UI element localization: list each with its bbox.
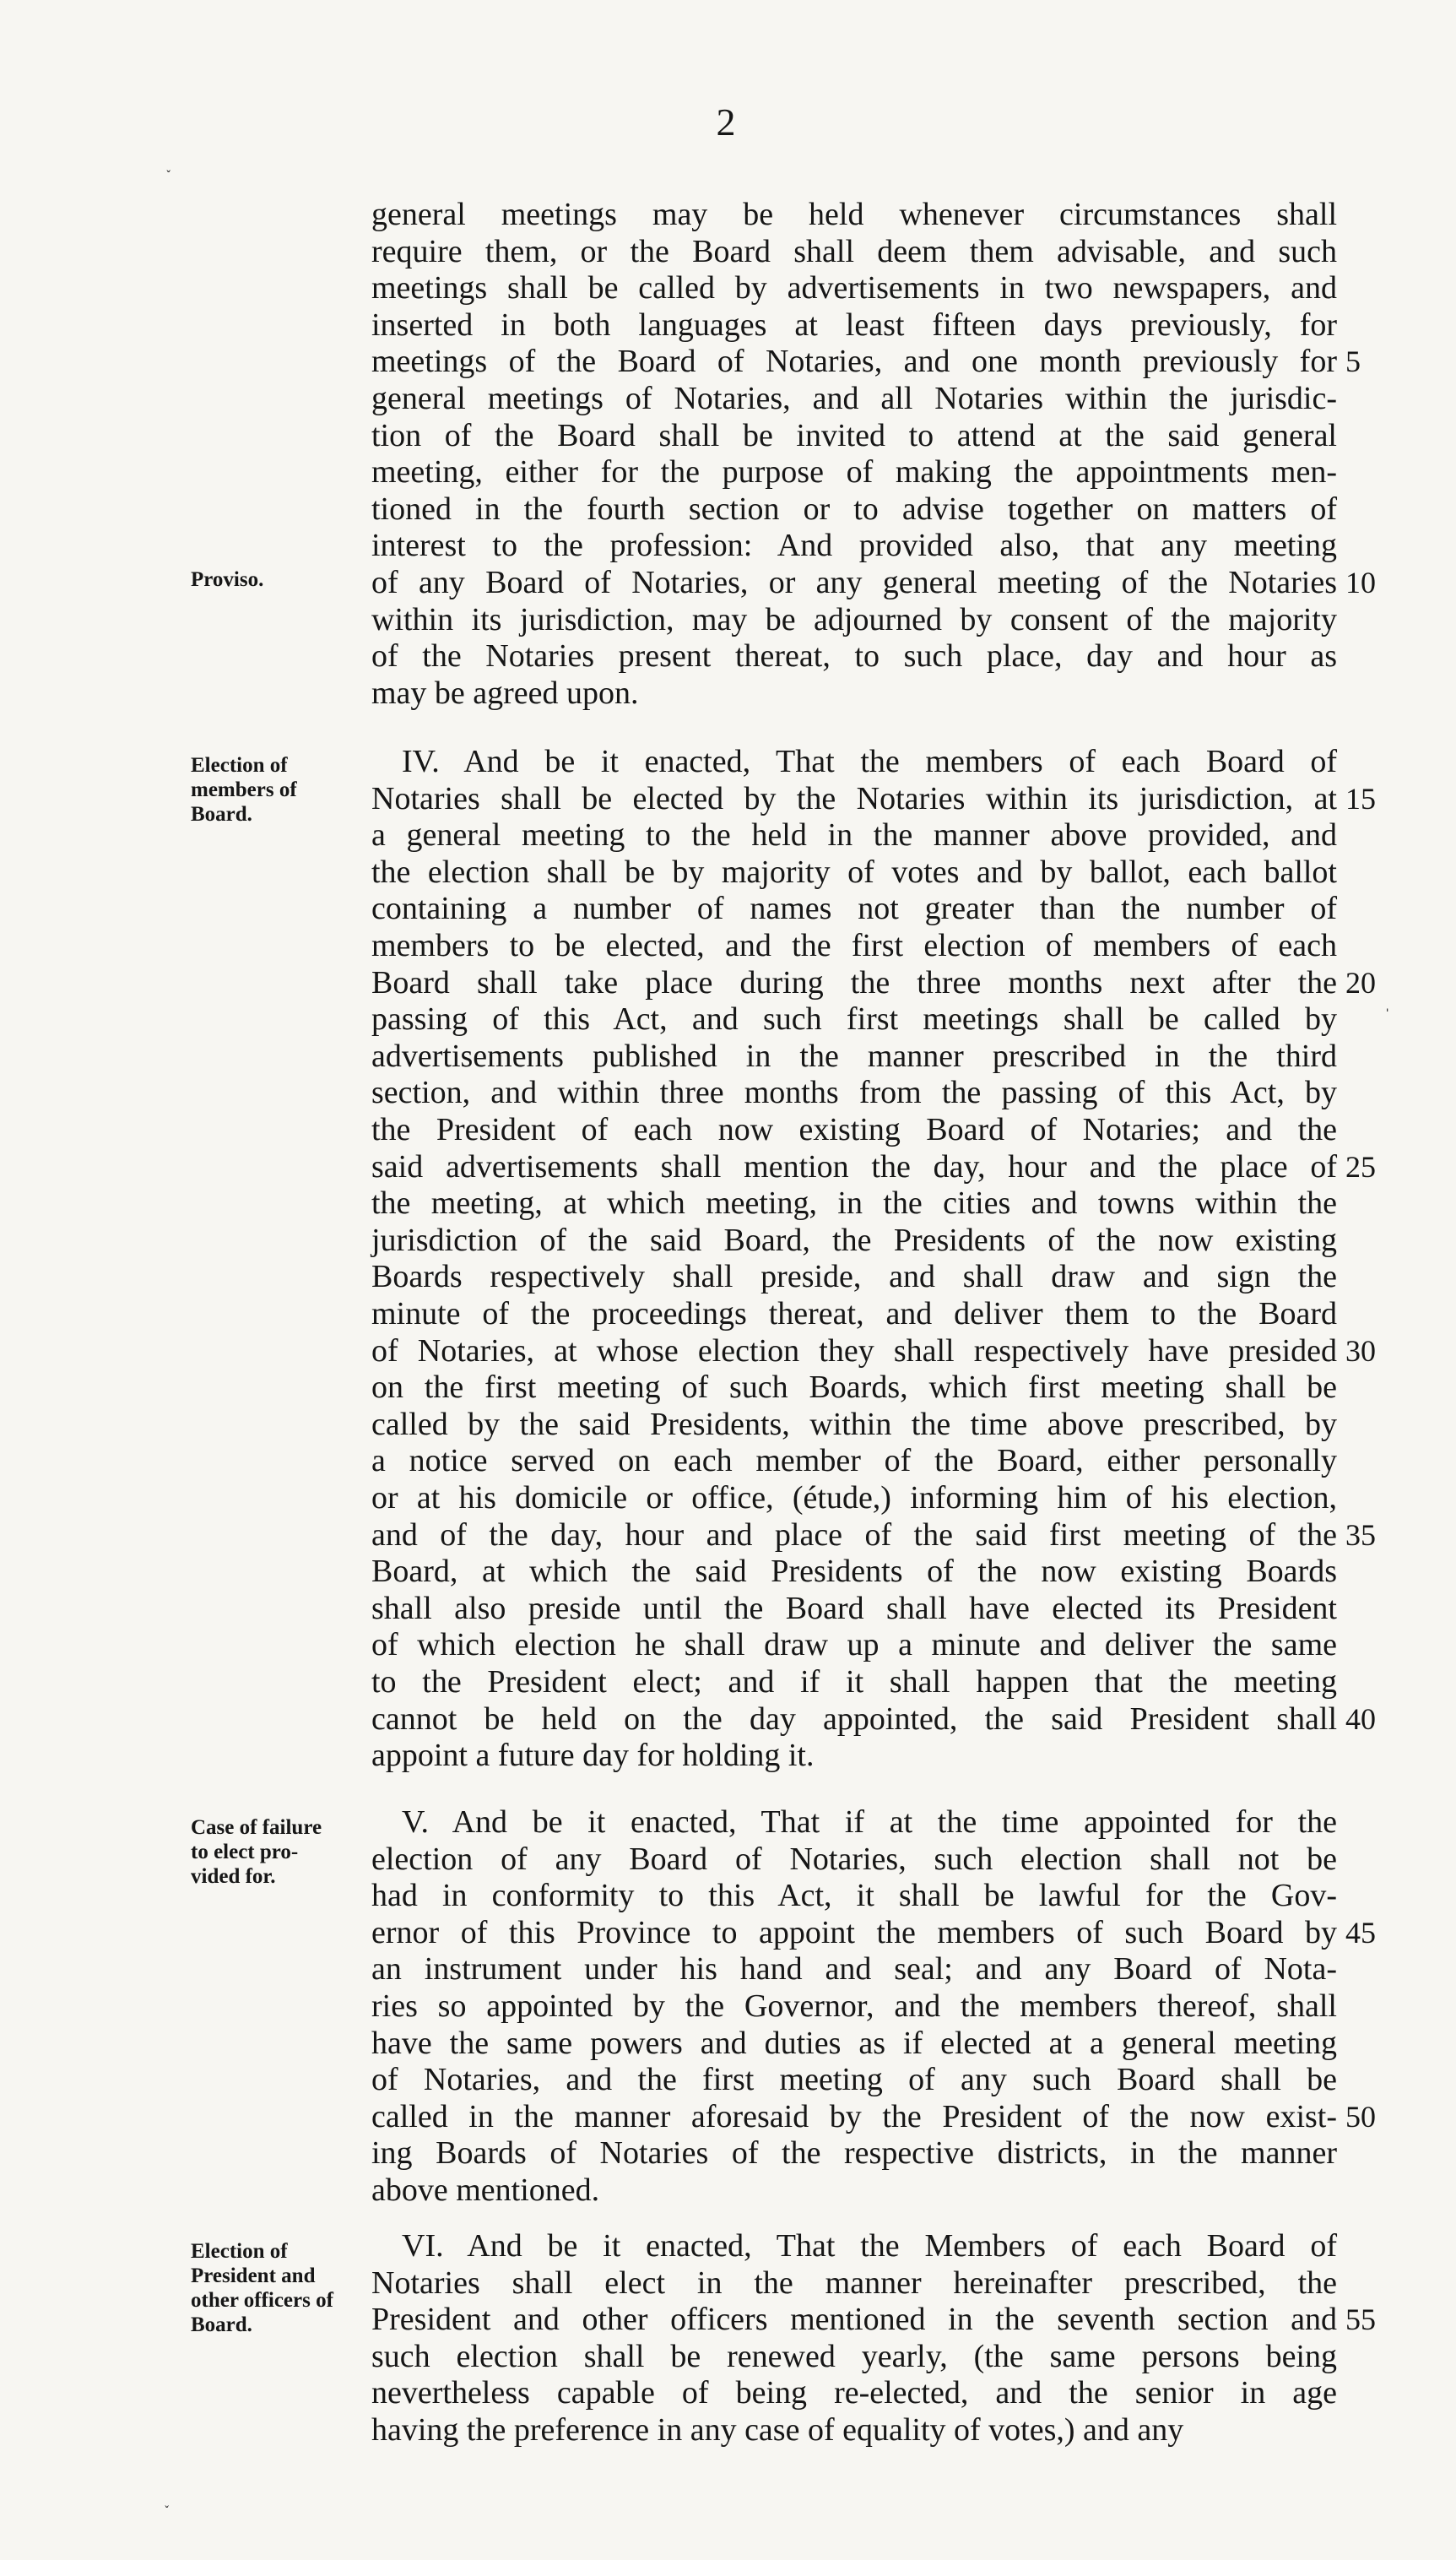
text-line: Board shall take place during the three months next after the xyxy=(371,964,1337,1001)
text-line: had in conformity to this Act, it shall be lawful for the Gov- xyxy=(371,1878,1337,1914)
page-number: 2 xyxy=(716,100,736,144)
text-line: such election shall be renewed yearly, (the same persons being xyxy=(371,2338,1337,2374)
text-line: nevertheless capable of being re-elected, and the senior in age xyxy=(371,2375,1337,2411)
text-line: passing of this Act, and such first meetings shall be called by xyxy=(371,1001,1337,1038)
text-line: of which election he shall draw up a minute and deliver the same xyxy=(371,1627,1337,1663)
text-line: meetings of the Board of Notaries, and one month previously for xyxy=(371,344,1337,380)
line-number: 55 xyxy=(1345,2302,1376,2337)
margin-note-line: other officers of xyxy=(191,2289,333,2312)
text-line: an instrument under his hand and seal; and any Board of Nota- xyxy=(371,1951,1337,1988)
text-line: called by the said Presidents, within the time above prescribed, by xyxy=(371,1406,1337,1442)
line-number: 25 xyxy=(1345,1149,1376,1184)
text-line: meetings shall be called by advertisements in two newspapers, and xyxy=(371,270,1337,306)
margin-note-case-of-failure xyxy=(191,1815,360,1889)
text-line: a notice served on each member of the Board, either personally xyxy=(371,1443,1337,1479)
text-line: minute of the proceedings thereat, and deliver them to the Board xyxy=(371,1296,1337,1332)
text-line: above mentioned. xyxy=(371,2172,600,2208)
text-line: within its jurisdiction, may be adjourned by consent of the majority xyxy=(371,601,1337,637)
line-number: 15 xyxy=(1345,781,1376,816)
print-speck: ˯ xyxy=(164,2487,170,2508)
line-number: 50 xyxy=(1345,2099,1376,2134)
text-line: called in the manner aforesaid by the President of the now exist- xyxy=(371,2098,1337,2134)
text-line: meeting, either for the purpose of making the appointments men- xyxy=(371,454,1337,491)
print-speck: ˯ xyxy=(165,152,172,173)
text-line: general meetings may be held whenever circumstances shall xyxy=(371,197,1337,232)
margin-note-line: Election of xyxy=(191,754,288,777)
text-line: Board, at which the said Presidents of the now existing Boards xyxy=(371,1554,1337,1590)
text-line: may be agreed upon. xyxy=(371,675,639,711)
margin-note-proviso xyxy=(191,567,360,592)
margin-note-line: Board. xyxy=(191,803,252,826)
text-line: a general meeting to the held in the manner above provided, and xyxy=(371,817,1337,854)
text-line: advertisements published in the manner prescribed in the third xyxy=(371,1038,1337,1074)
text-line: cannot be held on the day appointed, the said President shall xyxy=(371,1700,1337,1737)
text-line: jurisdiction of the said Board, the Presidents of the now existing xyxy=(371,1222,1337,1258)
margin-note-line: members of xyxy=(191,778,297,801)
line-number: 45 xyxy=(1345,1915,1376,1950)
line-number: 10 xyxy=(1345,566,1376,599)
text-line: the meeting, at which meeting, in the cities and towns within the xyxy=(371,1185,1337,1222)
text-line: having the preference in any case of equality of votes,) and any xyxy=(371,2412,1184,2448)
text-line: members to be elected, and the first election of members of each xyxy=(371,928,1337,963)
text-line: to the President elect; and if it shall happen that the meeting xyxy=(371,1664,1337,1700)
text-line: shall also preside until the Board shall have elected its President xyxy=(371,1590,1337,1626)
text-line: Notaries shall be elected by the Notaries within its jurisdiction, at xyxy=(371,780,1337,816)
text-line: inserted in both languages at least fifteen days previously, for xyxy=(371,306,1337,343)
text-line: the President of each now existing Board of Notaries; and the xyxy=(371,1112,1337,1147)
line-number: 20 xyxy=(1345,965,1376,1000)
text-line: general meetings of Notaries, and all Notaries within the jurisdic- xyxy=(371,381,1337,416)
text-line: VI. And be it enacted, That the Members of each Board of xyxy=(402,2228,1337,2264)
line-number: 5 xyxy=(1345,344,1361,379)
text-line: ries so appointed by the Governor, and the members thereof, shall xyxy=(371,1988,1337,2024)
text-line: of any Board of Notaries, or any general meeting of the Notaries xyxy=(371,565,1337,600)
text-line: ing Boards of Notaries of the respective districts, in the manner xyxy=(371,2135,1337,2172)
text-line: section, and within three months from the passing of this Act, by xyxy=(371,1075,1337,1111)
margin-note-line: Proviso. xyxy=(191,568,264,591)
margin-note-line: Board. xyxy=(191,2313,252,2336)
margin-note-line: Case of failure xyxy=(191,1816,322,1839)
text-line: or at his domicile or office, (étude,) informing him of his election, xyxy=(371,1480,1337,1516)
text-line: tion of the Board shall be invited to attend at the said general xyxy=(371,417,1337,453)
text-line: ernor of this Province to appoint the members of such Board by xyxy=(371,1914,1337,1950)
text-line: election of any Board of Notaries, such election shall not be xyxy=(371,1841,1337,1877)
line-number: 35 xyxy=(1345,1517,1376,1552)
text-line: tioned in the fourth section or to advise together on matters of xyxy=(371,491,1337,527)
text-line: V. And be it enacted, That if at the time appointed for the xyxy=(402,1804,1337,1840)
text-line: require them, or the Board shall deem them advisable, and such xyxy=(371,233,1337,269)
margin-note-election-of-president xyxy=(191,2239,360,2337)
text-line: of Notaries, at whose election they shall respectively have presided xyxy=(371,1332,1337,1369)
text-line: IV. And be it enacted, That the members of each Board of xyxy=(402,744,1337,779)
text-line: on the first meeting of such Boards, which first meeting shall be xyxy=(371,1369,1337,1406)
margin-note-line: Election of xyxy=(191,2240,288,2263)
text-line: Boards respectively shall preside, and shall draw and sign the xyxy=(371,1259,1337,1295)
text-line: appoint a future day for holding it. xyxy=(371,1738,815,1774)
line-number: 40 xyxy=(1345,1701,1376,1736)
margin-note-line: vided for. xyxy=(191,1865,276,1888)
margin-note-election-of-members xyxy=(191,753,360,827)
text-line: of Notaries, and the first meeting of any such Board shall be xyxy=(371,2062,1337,2098)
text-line: interest to the profession: And provided also, that any meeting xyxy=(371,528,1337,564)
text-line: President and other officers mentioned in the seventh section and xyxy=(371,2302,1337,2338)
margin-note-line: to elect pro- xyxy=(191,1841,299,1863)
margin-note-line: President and xyxy=(191,2264,316,2287)
text-line: and of the day, hour and place of the said first meeting of the xyxy=(371,1516,1337,1553)
text-line: have the same powers and duties as if elected at a general meeting xyxy=(371,2025,1337,2061)
line-number: 30 xyxy=(1345,1333,1376,1368)
print-speck: ˈ xyxy=(1384,1005,1391,1026)
text-line: containing a number of names not greater than the number of xyxy=(371,891,1337,927)
text-line: said advertisements shall mention the day, hour and the place of xyxy=(371,1148,1337,1185)
text-line: of the Notaries present thereat, to such place, day and hour as xyxy=(371,638,1337,675)
text-line: the election shall be by majority of votes and by ballot, each ballot xyxy=(371,854,1337,890)
text-line: Notaries shall elect in the manner hereinafter prescribed, the xyxy=(371,2264,1337,2301)
